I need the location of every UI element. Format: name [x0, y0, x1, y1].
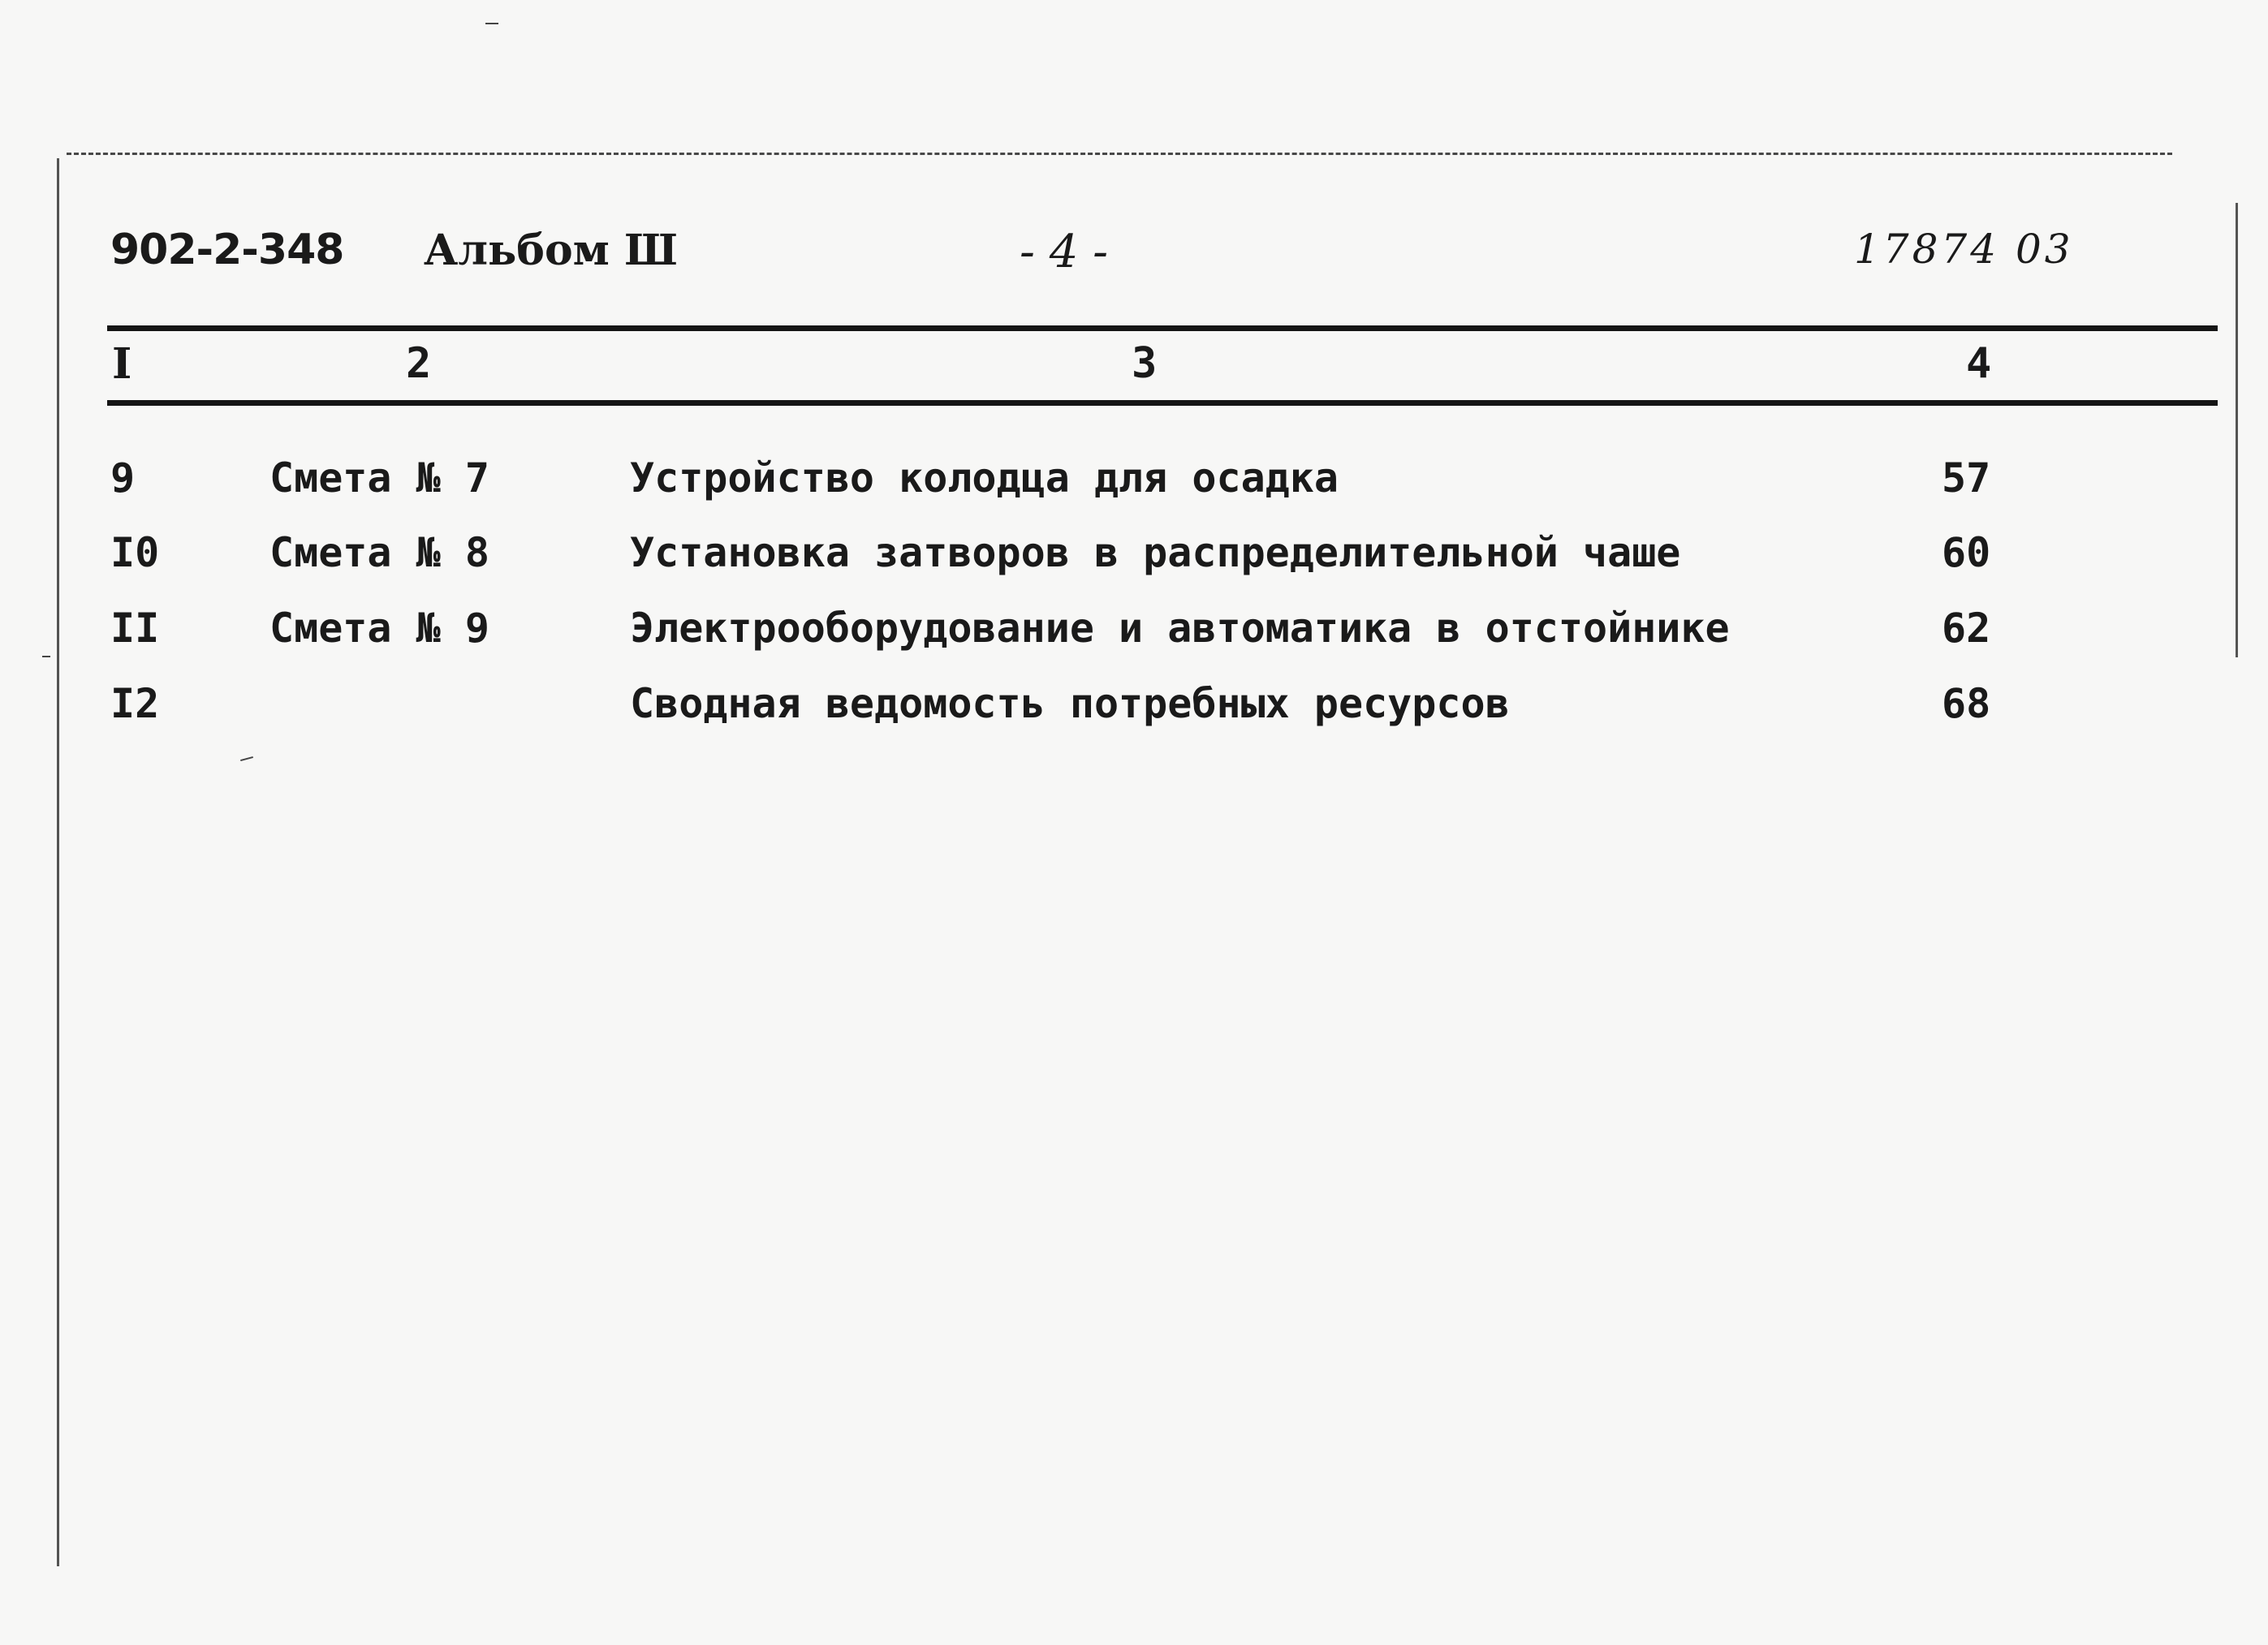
album-label: Альбом Ш — [424, 226, 678, 275]
estimate-reference: Смета № 7 — [269, 454, 489, 502]
row-number: II — [110, 605, 160, 652]
row-page: 57 — [1942, 454, 1991, 502]
column-header-1: I — [112, 339, 132, 389]
document-code: 902-2-348 — [110, 226, 344, 274]
table-row — [0, 605, 2268, 670]
registration-number: 17874 03 — [1854, 226, 2074, 273]
scan-speck — [485, 23, 498, 24]
table-row — [0, 454, 2268, 519]
row-page: 62 — [1942, 605, 1991, 652]
row-number: 9 — [110, 454, 136, 502]
scan-speck — [240, 756, 253, 761]
row-page: 60 — [1942, 529, 1991, 576]
page-frame-left — [57, 158, 59, 1566]
page-number: - 4 - — [1020, 226, 1109, 278]
estimate-reference: Смета № 8 — [269, 529, 489, 576]
row-number: I0 — [110, 529, 160, 576]
row-title: Сводная ведомость потребных ресурсов — [630, 680, 1510, 727]
page-frame-top — [67, 153, 2172, 155]
table-top-rule — [107, 325, 2218, 331]
table-header-rule — [107, 400, 2218, 406]
table-row — [0, 529, 2268, 594]
column-header-4: 4 — [1966, 339, 1992, 388]
row-number: I2 — [110, 680, 160, 727]
row-title: Установка затворов в распределительной чаше — [630, 529, 1681, 576]
estimate-reference: Смета № 9 — [269, 605, 489, 652]
column-header-2: 2 — [406, 339, 432, 388]
table-row — [0, 680, 2268, 745]
row-title: Электрооборудование и автоматика в отстойнике — [630, 605, 1730, 652]
row-title: Устройство колодца для осадка — [630, 454, 1339, 502]
row-page: 68 — [1942, 680, 1991, 727]
column-header-3: 3 — [1132, 339, 1158, 388]
